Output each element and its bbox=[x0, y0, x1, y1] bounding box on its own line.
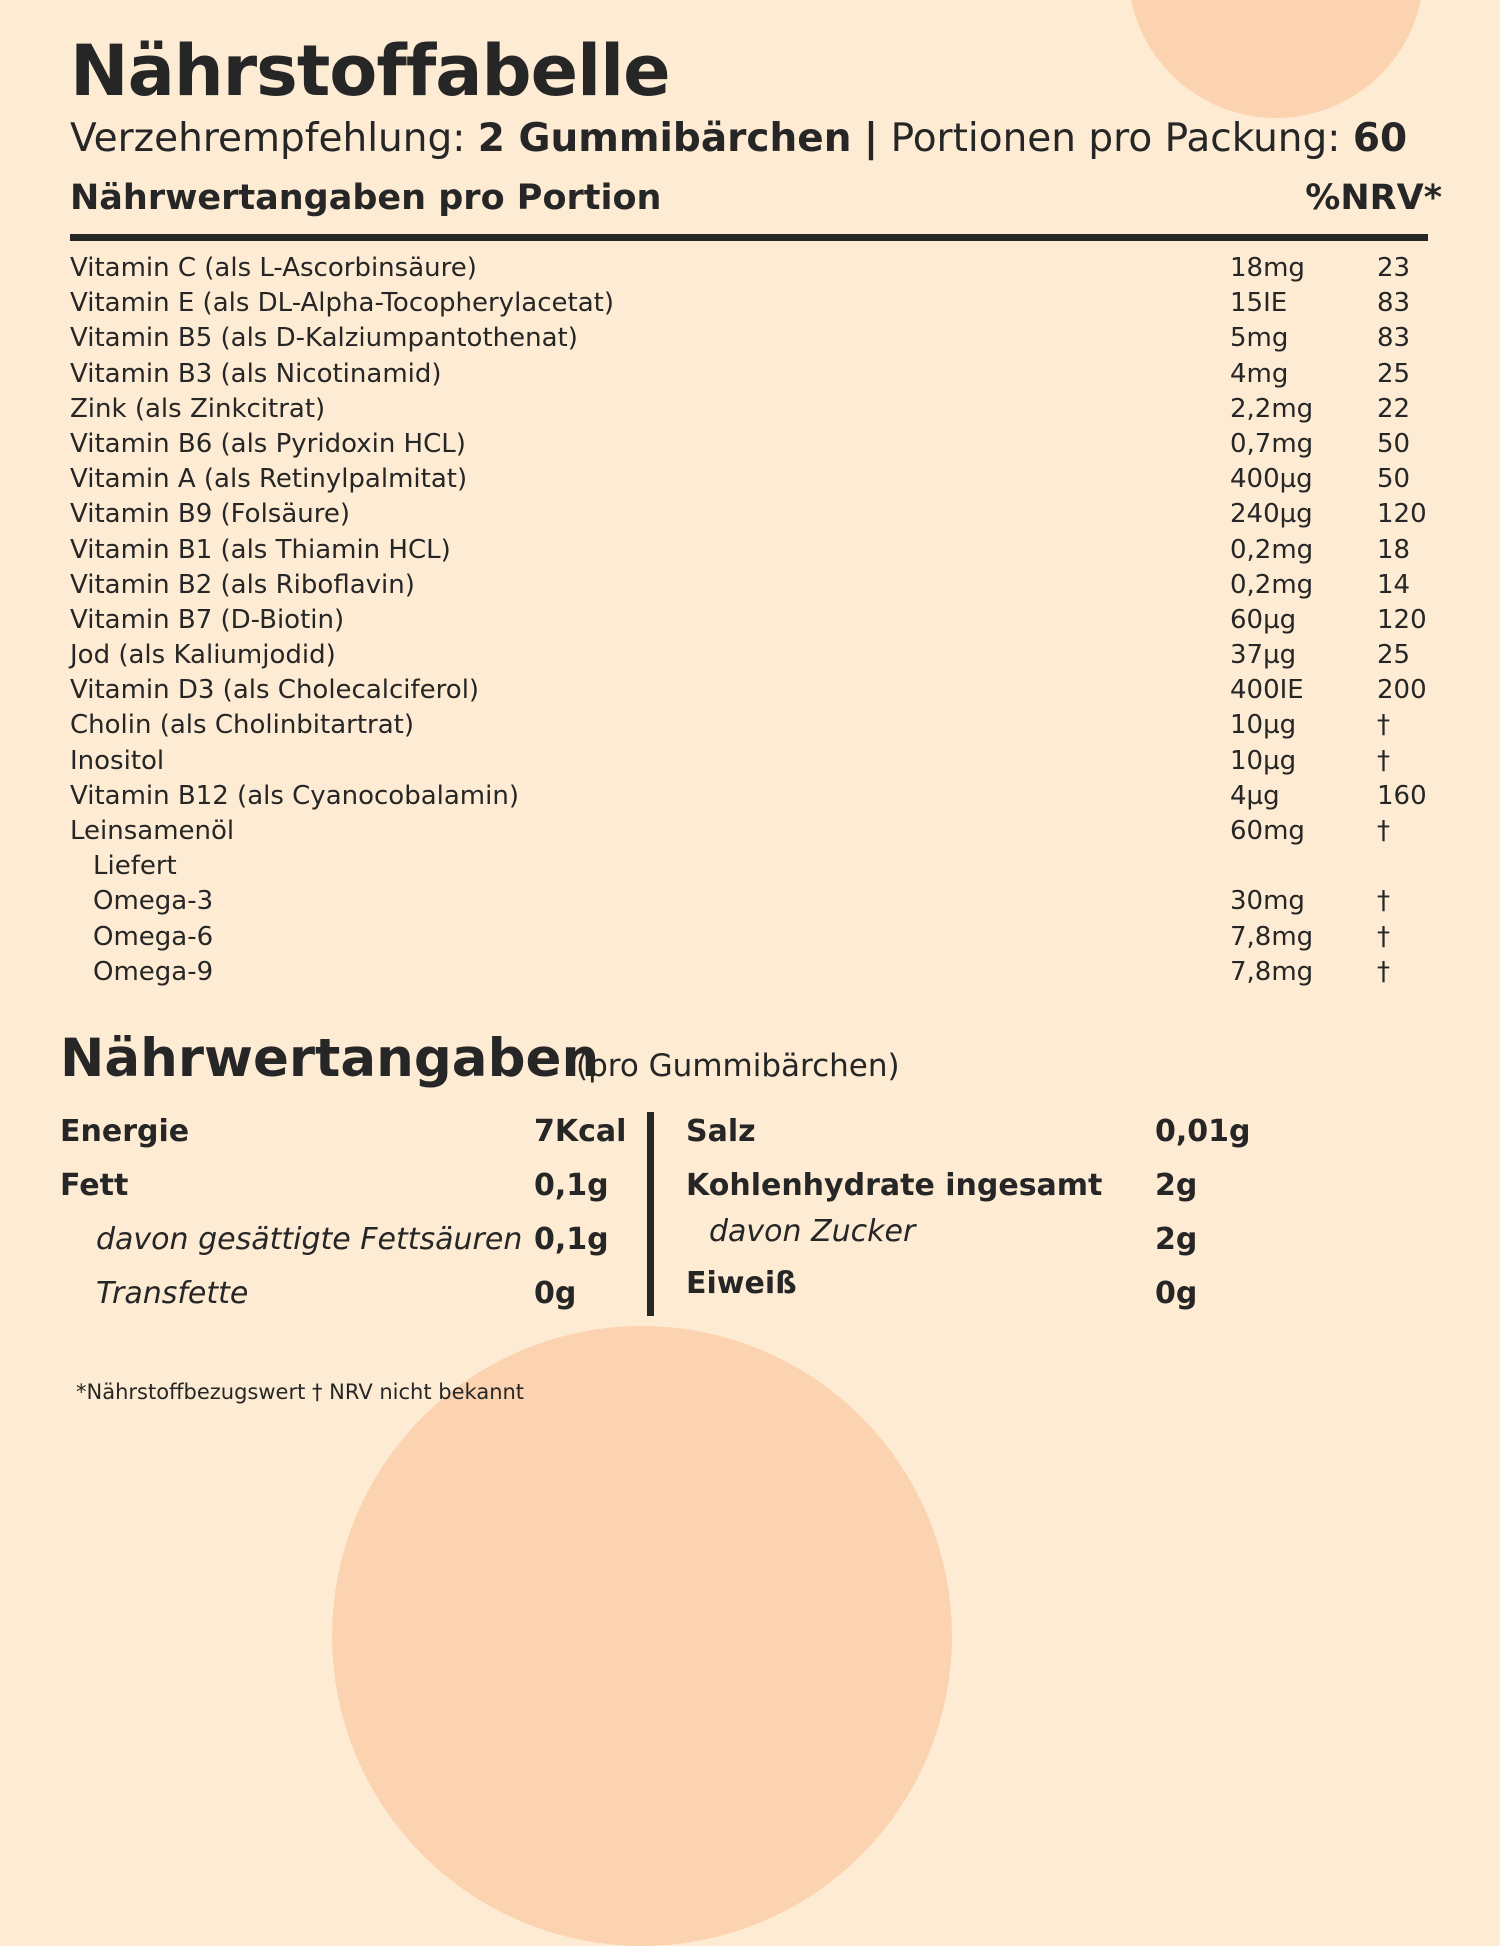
nutrient-name: Liefert bbox=[93, 851, 177, 882]
nutrient-nrv: † bbox=[1377, 816, 1390, 846]
nutrient-amount: 7,8mg bbox=[1230, 921, 1314, 952]
fat-value: 0,1g bbox=[534, 1168, 609, 1203]
nutrient-amount: 4µg bbox=[1230, 780, 1280, 811]
nutrient-table bbox=[0, 253, 1500, 992]
nutrition-facts-subtitle: (pro Gummibärchen) bbox=[576, 1048, 900, 1084]
nutrient-name: Inositol bbox=[70, 745, 165, 776]
salt-label: Salz bbox=[686, 1114, 756, 1149]
nutrient-name: Omega-6 bbox=[93, 921, 214, 952]
nutrient-name: Vitamin B12 (als Cyanocobalamin) bbox=[70, 780, 519, 811]
table-row bbox=[0, 605, 1500, 640]
nutrient-amount: 4mg bbox=[1230, 358, 1289, 389]
nutrition-facts-title: Nährwertangaben bbox=[60, 1028, 600, 1089]
fat-label: Fett bbox=[60, 1168, 129, 1203]
nutrient-amount: 400µg bbox=[1230, 464, 1313, 495]
nutrient-name: Omega-9 bbox=[93, 956, 214, 987]
table-row bbox=[0, 323, 1500, 358]
nutrient-amount: 10µg bbox=[1230, 745, 1297, 776]
saturated-fat-label: davon gesättigte Fettsäuren bbox=[96, 1222, 523, 1257]
nutrient-nrv: 22 bbox=[1377, 393, 1411, 424]
table-row bbox=[0, 640, 1500, 675]
protein-value: 0g bbox=[1155, 1276, 1198, 1311]
table-row bbox=[0, 675, 1500, 710]
table-row bbox=[0, 464, 1500, 499]
nutrient-nrv: † bbox=[1377, 710, 1390, 741]
nutrient-amount: 0,2mg bbox=[1230, 534, 1314, 565]
nutrient-nrv: † bbox=[1377, 921, 1390, 952]
nutrient-amount: 0,7mg bbox=[1230, 428, 1314, 459]
decorative-circle-top bbox=[1128, 0, 1424, 118]
table-row bbox=[0, 570, 1500, 605]
nutrient-name: Vitamin C (als L-Ascorbinsäure) bbox=[70, 253, 477, 283]
energy-value: 7Kcal bbox=[534, 1114, 627, 1149]
nutrient-amount: 7,8mg bbox=[1230, 956, 1314, 987]
nutrient-amount: 37µg bbox=[1230, 640, 1297, 671]
nutrient-nrv: 25 bbox=[1377, 640, 1411, 671]
table-row bbox=[0, 922, 1500, 957]
table-row bbox=[0, 886, 1500, 921]
trans-fat-label: Transfette bbox=[96, 1276, 249, 1311]
nutrient-amount: 2,2mg bbox=[1230, 393, 1314, 424]
table-row bbox=[0, 710, 1500, 745]
nutrient-name: Jod (als Kaliumjodid) bbox=[70, 640, 336, 671]
table-row bbox=[0, 253, 1500, 288]
nutrient-name: Vitamin B9 (Folsäure) bbox=[70, 499, 351, 530]
salt-value: 0,01g bbox=[1155, 1114, 1251, 1149]
nutrient-name: Vitamin E (als DL-Alpha-Tocopherylacetat) bbox=[70, 288, 614, 319]
table-row bbox=[0, 957, 1500, 992]
nrv-column-header: %NRV* bbox=[1305, 178, 1442, 218]
energy-label: Energie bbox=[60, 1114, 190, 1149]
nutrient-amount: 5mg bbox=[1230, 323, 1289, 354]
nutrient-nrv: 25 bbox=[1377, 358, 1411, 389]
nutrient-nrv: 23 bbox=[1377, 253, 1411, 283]
portions-label: Portionen pro Packung: bbox=[890, 116, 1341, 161]
table-row bbox=[0, 746, 1500, 781]
serving-label: Verzehrempfehlung: bbox=[70, 116, 466, 161]
nutrient-name: Vitamin B3 (als Nicotinamid) bbox=[70, 358, 442, 389]
nutrient-nrv: 120 bbox=[1377, 604, 1427, 635]
nutrient-name: Vitamin B1 (als Thiamin HCL) bbox=[70, 534, 451, 565]
page-title: Nährstoffabelle bbox=[70, 30, 670, 112]
nutrient-name: Vitamin A (als Retinylpalmitat) bbox=[70, 464, 468, 495]
nutrient-nrv: 18 bbox=[1377, 534, 1411, 565]
serving-info bbox=[70, 116, 1407, 161]
nutrient-name: Omega-3 bbox=[93, 886, 214, 917]
table-row bbox=[0, 851, 1500, 886]
portions-value: 60 bbox=[1352, 116, 1408, 161]
footnote: *Nährstoffbezugswert † NRV nicht bekannt bbox=[76, 1380, 525, 1404]
nutrient-amount: 18mg bbox=[1230, 253, 1305, 283]
header-rule bbox=[70, 234, 1428, 241]
nutrient-name: Vitamin D3 (als Cholecalciferol) bbox=[70, 675, 480, 706]
nutrient-nrv: † bbox=[1377, 886, 1390, 917]
nutrient-amount: 0,2mg bbox=[1230, 569, 1314, 600]
table-row bbox=[0, 816, 1500, 851]
nutrient-amount: 240µg bbox=[1230, 499, 1313, 530]
table-row bbox=[0, 499, 1500, 534]
nutrient-name: Vitamin B5 (als D-Kalziumpantothenat) bbox=[70, 323, 578, 354]
table-row bbox=[0, 359, 1500, 394]
nutrient-nrv: 120 bbox=[1377, 499, 1427, 530]
nutrient-amount: 60mg bbox=[1230, 816, 1305, 846]
nutrient-nrv: † bbox=[1377, 745, 1390, 776]
saturated-fat-value: 0,1g bbox=[534, 1222, 609, 1257]
protein-label: Eiweiß bbox=[686, 1266, 797, 1301]
nutrient-nrv: † bbox=[1377, 956, 1390, 987]
serving-separator: | bbox=[863, 116, 879, 161]
sugar-label: davon Zucker bbox=[709, 1214, 916, 1249]
table-row bbox=[0, 429, 1500, 464]
table-row bbox=[0, 535, 1500, 570]
nutrient-nrv: 50 bbox=[1377, 428, 1411, 459]
nutrient-nrv: 50 bbox=[1377, 464, 1411, 495]
nutrient-name: Leinsamenöl bbox=[70, 816, 235, 846]
nutrient-amount: 10µg bbox=[1230, 710, 1297, 741]
nutrient-nrv: 83 bbox=[1377, 288, 1411, 319]
per-portion-heading: Nährwertangaben pro Portion bbox=[70, 178, 662, 218]
decorative-circle-bottom bbox=[332, 1326, 952, 1946]
serving-value: 2 Gummibärchen bbox=[477, 116, 852, 161]
nutrient-amount: 60µg bbox=[1230, 604, 1297, 635]
carbs-label: Kohlenhydrate ingesamt bbox=[686, 1168, 1103, 1203]
nutrient-nrv: 160 bbox=[1377, 780, 1427, 811]
nutrient-name: Zink (als Zinkcitrat) bbox=[70, 393, 326, 424]
carbs-value: 2g bbox=[1155, 1168, 1198, 1203]
nutrient-amount: 30mg bbox=[1230, 886, 1305, 917]
column-divider bbox=[647, 1112, 654, 1316]
nutrient-nrv: 14 bbox=[1377, 569, 1411, 600]
nutrient-amount: 400IE bbox=[1230, 675, 1304, 706]
nutrient-nrv: 83 bbox=[1377, 323, 1411, 354]
nutrient-amount: 15IE bbox=[1230, 288, 1288, 319]
table-row bbox=[0, 288, 1500, 323]
trans-fat-value: 0g bbox=[534, 1276, 577, 1311]
nutrient-name: Vitamin B2 (als Riboflavin) bbox=[70, 569, 415, 600]
table-row bbox=[0, 394, 1500, 429]
nutrient-name: Vitamin B6 (als Pyridoxin HCL) bbox=[70, 428, 466, 459]
nutrient-nrv: 200 bbox=[1377, 675, 1427, 706]
nutrient-name: Vitamin B7 (D-Biotin) bbox=[70, 604, 345, 635]
table-row bbox=[0, 781, 1500, 816]
sugar-value: 2g bbox=[1155, 1222, 1198, 1257]
nutrient-name: Cholin (als Cholinbitartrat) bbox=[70, 710, 415, 741]
